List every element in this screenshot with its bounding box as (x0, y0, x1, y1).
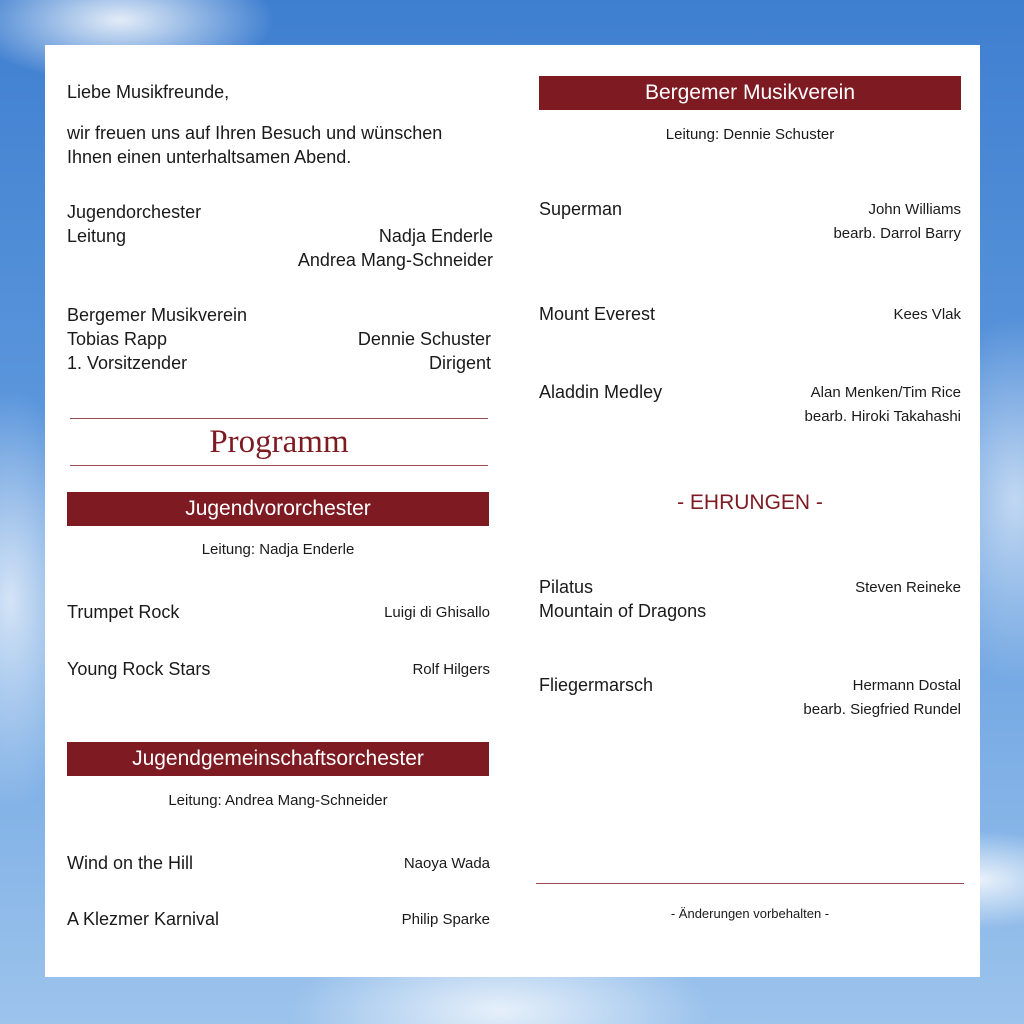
piece-composer: Luigi di Ghisallo (384, 604, 490, 621)
piece-title: Mount Everest (539, 304, 656, 324)
footer-divider (536, 883, 964, 884)
piece-arranger: bearb. Siegfried Rundel (803, 701, 961, 718)
verein-person-1-name: Tobias Rapp (67, 329, 168, 349)
section-leitung-jugendgemeinschaftsorchester: Leitung: Andrea Mang-Schneider (168, 792, 388, 809)
piece-arranger: bearb. Hiroki Takahashi (804, 408, 961, 425)
greeting: Liebe Musikfreunde, (67, 82, 230, 102)
section-band-bergemer-musikverein: Bergemer Musikverein (539, 76, 961, 110)
programm-heading: Programm (209, 424, 349, 460)
verein-person-2-role: Dirigent (428, 353, 491, 373)
verein-person-2-name: Dennie Schuster (357, 329, 491, 349)
footer-note: - Änderungen vorbehalten - (670, 906, 830, 921)
piece-title: Young Rock Stars (67, 659, 211, 679)
piece-title: Superman (539, 199, 623, 219)
verein-title: Bergemer Musikverein (67, 305, 248, 325)
piece-title: Wind on the Hill (67, 853, 194, 873)
piece-composer: Rolf Hilgers (412, 661, 490, 678)
piece-composer: Steven Reineke (855, 579, 961, 596)
piece-composer: Naoya Wada (403, 855, 490, 872)
piece-arranger: bearb. Darrol Barry (833, 225, 961, 242)
section-band-jugendvororchester: Jugendvororchester (67, 492, 489, 526)
divider-top (70, 418, 488, 419)
ehrungen-heading: - EHRUNGEN - (677, 491, 823, 514)
jugendorchester-leader-1: Nadja Enderle (378, 226, 493, 246)
piece-title: A Klezmer Karnival (67, 909, 220, 929)
section-leitung-jugendvororchester: Leitung: Nadja Enderle (201, 541, 355, 558)
piece-composer: Hermann Dostal (852, 677, 961, 694)
divider-bottom (70, 465, 488, 466)
piece-composer: John Williams (868, 201, 961, 218)
piece-composer: Philip Sparke (401, 911, 490, 928)
piece-subtitle: Mountain of Dragons (539, 601, 707, 621)
section-band-jugendgemeinschaftsorchester: Jugendgemeinschaftsorchester (67, 742, 489, 776)
piece-composer: Alan Menken/Tim Rice (810, 384, 961, 401)
program-page (45, 45, 980, 977)
piece-title: Fliegermarsch (539, 675, 654, 695)
piece-title: Aladdin Medley (539, 382, 663, 402)
piece-composer: Kees Vlak (893, 306, 961, 323)
jugendorchester-leitung-label: Leitung (67, 226, 127, 246)
jugendorchester-leader-2: Andrea Mang-Schneider (297, 250, 493, 270)
intro-line-1: wir freuen uns auf Ihren Besuch und wünschen (67, 123, 443, 143)
jugendorchester-title: Jugendorchester (67, 202, 202, 222)
piece-title: Trumpet Rock (67, 602, 180, 622)
intro-line-2: Ihnen einen unterhaltsamen Abend. (67, 147, 352, 167)
section-leitung-bergemer-musikverein: Leitung: Dennie Schuster (665, 126, 835, 143)
verein-person-1-role: 1. Vorsitzender (67, 353, 188, 373)
piece-title: Pilatus (539, 577, 594, 597)
